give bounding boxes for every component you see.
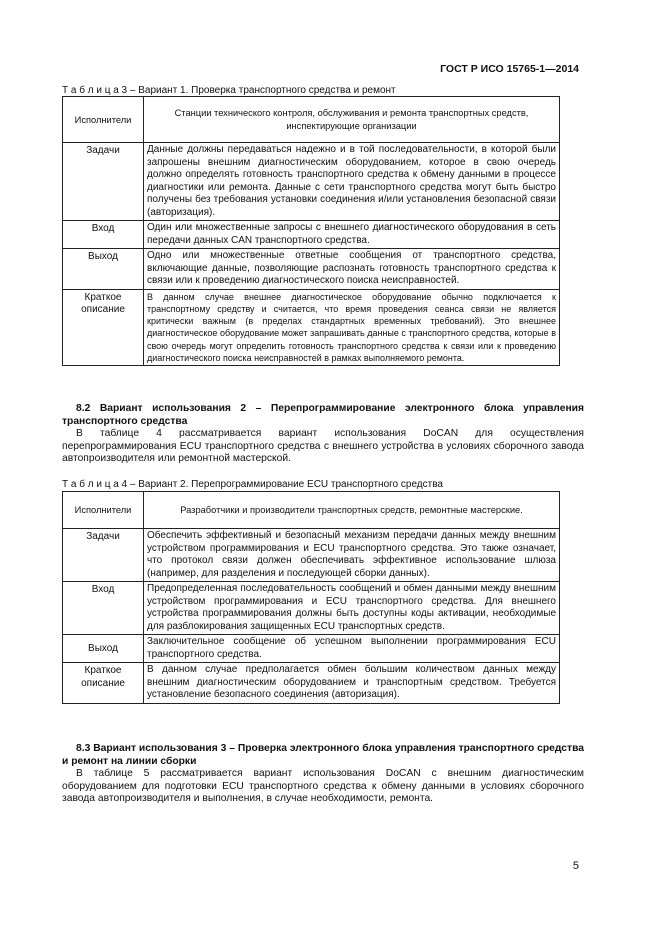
table3-row3-label: Выход: [63, 249, 144, 290]
table4-row4-text: В данном случае предполагается обмен большим количеством данных между внешним диагностическим оборудованием и транспортным средством. Требуется установление безопасного соединения (авторизация).: [144, 663, 560, 704]
table3-row0-label: Исполнители: [63, 97, 144, 143]
table3-row1-text: Данные должны передаваться надежно и в той последовательности, в которой были запрошены внешним диагностическим оборудованием, которое в свою очередь должно определять готовность транспортного средства к обмену данными в процессе диагностики или ремонта. Данные с сети транспортного средства могут быть быстро получены без требования установки соединения и/или установления безопасной связи (авторизация).: [144, 143, 560, 221]
table-row: [63, 249, 560, 290]
table3-row2-label: Вход: [63, 221, 144, 249]
table4-row1-label: Задачи: [63, 529, 144, 582]
table3-caption: Т а б л и ц а 3 – Вариант 1. Проверка транспортного средства и ремонт: [62, 85, 396, 96]
table4-caption: Т а б л и ц а 4 – Вариант 2. Перепрограммирование ECU транспортного средства: [62, 479, 443, 490]
table4-row4-label: Краткое описание: [63, 663, 144, 704]
table3-row4-label: Краткое описание: [63, 289, 144, 366]
table4-row0-text: Разработчики и производители транспортных средств, ремонтные мастерские.: [144, 492, 560, 529]
table4: [62, 491, 560, 704]
table4-row0-label: Исполнители: [63, 492, 144, 529]
table-row: [63, 492, 560, 529]
section-8-3-heading: 8.3 Вариант использования 3 – Проверка электронного блока управления транспортного средства и ремонт на линии сборки: [62, 743, 584, 767]
table4-row2-label: Вход: [63, 582, 144, 635]
section-8-2-heading: 8.2 Вариант использования 2 – Перепрограммирование электронного блока управления транспортного средства: [62, 403, 584, 427]
section-8-2: [62, 403, 584, 466]
table-row: [63, 221, 560, 249]
table4-row3-text: Заключительное сообщение об успешном выполнении программирования ECU транспортного средства.: [144, 635, 560, 663]
table3: [62, 96, 560, 366]
table3-row0-text: Станции технического контроля, обслуживания и ремонта транспортных средств, инспектирующие организации: [144, 97, 560, 143]
table-row: [63, 97, 560, 143]
table-row: [63, 529, 560, 582]
section-8-2-text: В таблице 4 рассматривается вариант использования DoCAN для осуществления перепрограммирования ECU транспортного средства с внешнего устройства в условиях сборочного завода автопроизводителя или ремонтной мастерской.: [62, 428, 584, 465]
table3-row4-text: В данном случае внешнее диагностическое оборудование обычно подключается к транспортному средству и считается, что время проведения сеанса связи не является критически важным (в пределах стандартных временных требований). Это внешнее диагностическое оборудование может запрашивать данные с транспортного средства, которые в свою очередь могут определить готовность транспортного средства к связи или к проведению диагностического поиска неисправностей в рамках выполняемого ремонта.: [144, 289, 560, 366]
section-8-3-text: В таблице 5 рассматривается вариант использования DoCAN с внешним диагностическим оборудованием для подготовки ECU транспортного средства к обмену данными в условиях сборочного завода автопроизводителя и выполнения, в случае необходимости, ремонта.: [62, 768, 584, 805]
page-number: 5: [572, 860, 579, 872]
table-row: [63, 289, 560, 366]
table3-row1-label: Задачи: [63, 143, 144, 221]
table-row: [63, 143, 560, 221]
table-row: [63, 582, 560, 635]
table4-row3-label: Выход: [63, 635, 144, 663]
table-row: [63, 663, 560, 704]
table4-row2-text: Предопределенная последовательность сообщений и обмен данными между внешним устройством программирования и ECU транспортного средства. Для внешнего устройства программирования должны быть доступны коды активации, необходимые для разблокирования защищенных ECU транспортных средств.: [144, 582, 560, 635]
table4-row1-text: Обеспечить эффективный и безопасный механизм передачи данных между внешним устройством программирования и ECU транспортного средства. Это также означает, что протокол связи должен обеспечивать эффективное использование шлюза (например, для разделения и последующей сборки данных).: [144, 529, 560, 582]
table3-row3-text: Одно или множественные ответные сообщения от транспортного средства, включающие данные, позволяющие распознать готовность транспортного средства к связи или к проведению диагностического поиска неисправностей.: [144, 249, 560, 290]
table3-row2-text: Один или множественные запросы с внешнего диагностического оборудования в сеть передачи данных CAN транспортного средства.: [144, 221, 560, 249]
document-header: ГОСТ Р ИСО 15765-1—2014: [440, 63, 579, 75]
section-8-3: [62, 743, 584, 806]
table-row: [63, 635, 560, 663]
